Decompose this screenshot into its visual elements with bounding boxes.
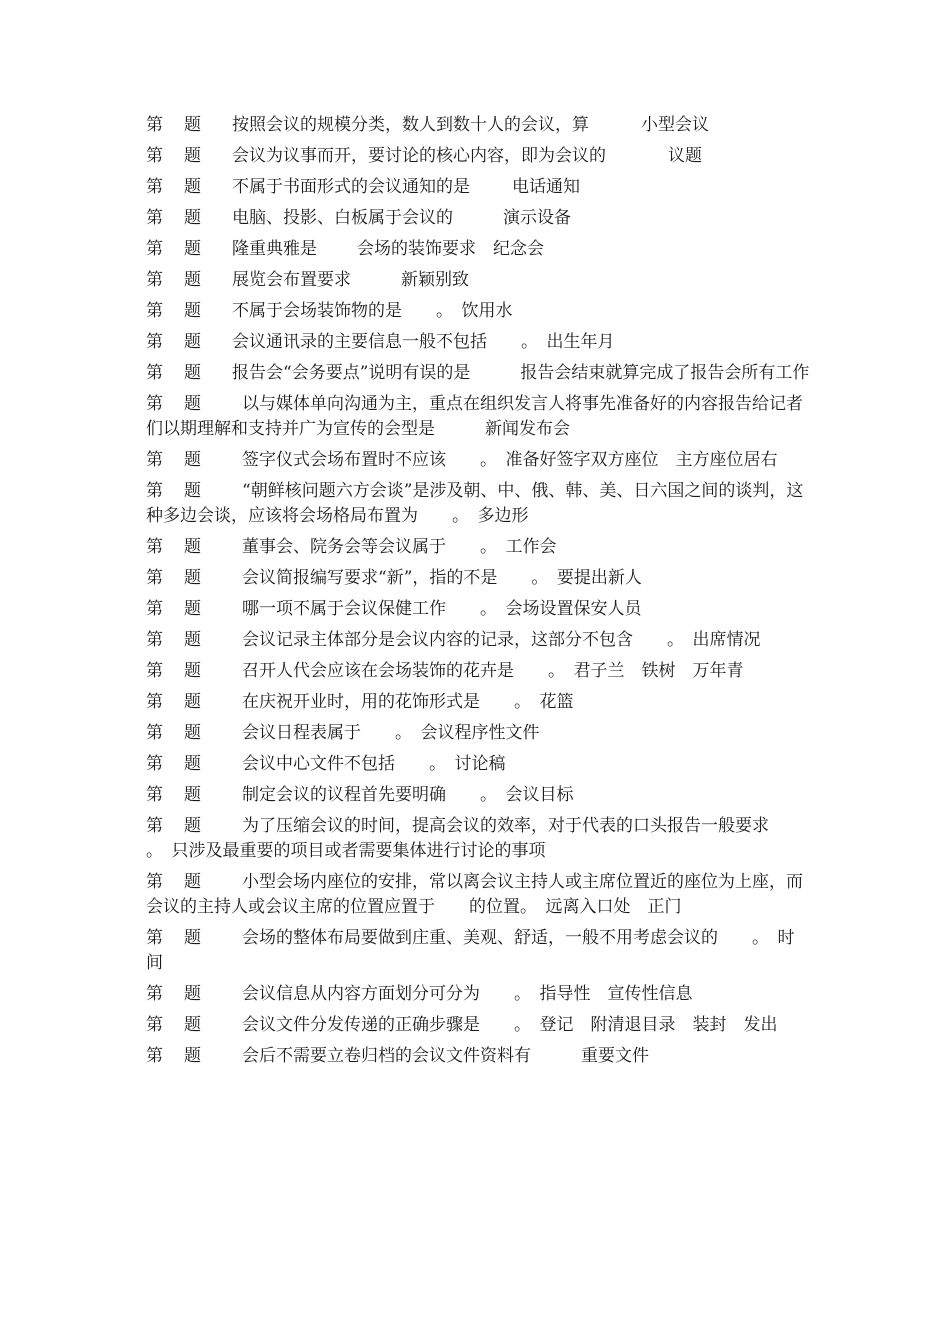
label-ti: 题 — [184, 630, 201, 650]
label-ti: 题 — [184, 146, 201, 166]
question-text: 不属于书面形式的会议通知的是 — [232, 177, 470, 197]
answer-text: 。 登记 附清退目录 装封 发出 — [480, 1015, 778, 1035]
label-di: 第 — [146, 394, 163, 414]
question-item — [146, 113, 810, 138]
label-di: 第 — [146, 630, 163, 650]
question-item — [146, 721, 810, 746]
question-text: 以与媒体单向沟通为主，重点在组织发言人将事先准备好的内容报告给记者们以期理解和支持并广为宣传的会型是 — [146, 394, 803, 439]
answer-text: 。 指导性 宣传性信息 — [480, 984, 693, 1004]
question-item — [146, 535, 810, 560]
label-di: 第 — [146, 661, 163, 681]
question-item — [146, 1013, 810, 1038]
label-di: 第 — [146, 984, 163, 1004]
label-ti: 题 — [184, 537, 201, 557]
label-di: 第 — [146, 754, 163, 774]
question-text: 会议为议事而开，要讨论的核心内容，即为会议的 — [232, 146, 606, 166]
answer-text: 。 会议目标 — [446, 785, 574, 805]
question-text: 签字仪式会场布置时不应该 — [242, 450, 446, 470]
label-di: 第 — [146, 115, 163, 135]
label-ti: 题 — [184, 723, 201, 743]
label-di: 第 — [146, 177, 163, 197]
answer-text: 。 花篮 — [480, 692, 574, 712]
question-item — [146, 628, 810, 653]
answer-text: 新闻发布会 — [485, 419, 570, 439]
label-di: 第 — [146, 208, 163, 228]
answer-text: 。 饮用水 — [402, 301, 513, 321]
question-item — [146, 566, 810, 591]
question-item — [146, 982, 810, 1007]
question-text: 会议记录主体部分是会议内容的记录，这部分不包含 — [242, 630, 633, 650]
question-item — [146, 330, 810, 355]
question-text: 会议通讯录的主要信息一般不包括 — [232, 332, 487, 352]
label-di: 第 — [146, 270, 163, 290]
question-item — [146, 361, 810, 386]
question-item — [146, 392, 810, 442]
question-item — [146, 299, 810, 324]
label-di: 第 — [146, 816, 163, 836]
question-text: 会后不需要立卷归档的会议文件资料有 — [242, 1046, 531, 1066]
label-ti: 题 — [184, 301, 201, 321]
answer-text: 。 讨论稿 — [395, 754, 506, 774]
label-di: 第 — [146, 450, 163, 470]
label-ti: 题 — [184, 394, 201, 414]
question-text: 按照会议的规模分类，数人到数十人的会议，算 — [232, 115, 589, 135]
label-di: 第 — [146, 1046, 163, 1066]
question-item — [146, 479, 810, 529]
answer-text: 新颖别致 — [401, 270, 469, 290]
answer-text: 电话通知 — [512, 177, 580, 197]
question-text: 哪一项不属于会议保健工作 — [242, 599, 446, 619]
question-item — [146, 597, 810, 622]
question-item — [146, 783, 810, 808]
label-ti: 题 — [184, 208, 201, 228]
answer-text: 。 工作会 — [446, 537, 557, 557]
label-ti: 题 — [184, 1015, 201, 1035]
label-ti: 题 — [184, 270, 201, 290]
label-ti: 题 — [184, 599, 201, 619]
document-page — [146, 113, 810, 1075]
label-ti: 题 — [184, 568, 201, 588]
question-item — [146, 206, 810, 231]
label-di: 第 — [146, 785, 163, 805]
label-ti: 题 — [184, 692, 201, 712]
label-di: 第 — [146, 928, 163, 948]
label-ti: 题 — [184, 332, 201, 352]
question-item — [146, 237, 810, 262]
answer-text: 。 只涉及最重要的项目或者需要集体进行讨论的事项 — [146, 816, 803, 861]
question-item — [146, 1044, 810, 1069]
question-text: 召开人代会应该在会场装饰的花卉是 — [242, 661, 514, 681]
label-ti: 题 — [184, 1046, 201, 1066]
label-di: 第 — [146, 692, 163, 712]
answer-text: 演示设备 — [503, 208, 571, 228]
question-text: 电脑、投影、白板属于会议的 — [232, 208, 453, 228]
answer-text: 报告会结束就算完成了报告会所有工作 — [520, 363, 810, 383]
answer-text: 。 会场设置保安人员 — [446, 599, 642, 619]
label-di: 第 — [146, 146, 163, 166]
question-text: 会议日程表属于 — [242, 723, 361, 743]
question-text: 为了压缩会议的时间，提高会议的效率，对于代表的口头报告一般要求 — [242, 816, 769, 836]
question-item — [146, 144, 810, 169]
question-item — [146, 870, 810, 920]
label-ti: 题 — [184, 872, 201, 892]
label-di: 第 — [146, 301, 163, 321]
label-di: 第 — [146, 332, 163, 352]
label-ti: 题 — [184, 363, 201, 383]
answer-text: 会场的装饰要求 纪念会 — [357, 239, 544, 259]
question-item — [146, 690, 810, 715]
question-text: 会议中心文件不包括 — [242, 754, 395, 774]
label-ti: 题 — [184, 785, 201, 805]
answer-text: 。 时间 — [146, 928, 795, 973]
label-di: 第 — [146, 872, 163, 892]
label-ti: 题 — [184, 115, 201, 135]
answer-text: 。 准备好签字双方座位 主方座位居右 — [446, 450, 778, 470]
question-text: 会议文件分发传递的正确步骤是 — [242, 1015, 480, 1035]
label-di: 第 — [146, 599, 163, 619]
label-ti: 题 — [184, 928, 201, 948]
question-item — [146, 448, 810, 473]
label-di: 第 — [146, 568, 163, 588]
answer-text: 重要文件 — [581, 1046, 649, 1066]
answer-text: 的位置。 远离入口处 正门 — [435, 897, 682, 917]
question-text: 制定会议的议程首先要明确 — [242, 785, 446, 805]
question-text: 会议简报编写要求“新”，指的不是 — [242, 568, 498, 588]
label-ti: 题 — [184, 450, 201, 470]
answer-text: 。 出席情况 — [633, 630, 761, 650]
question-text: 不属于会场装饰物的是 — [232, 301, 402, 321]
label-di: 第 — [146, 723, 163, 743]
label-di: 第 — [146, 537, 163, 557]
answer-text: 。 多边形 — [418, 506, 529, 526]
question-text: 展览会布置要求 — [232, 270, 351, 290]
answer-text: 。 出生年月 — [487, 332, 615, 352]
question-text: “朝鲜核问题六方会谈”是涉及朝、中、俄、韩、美、日六国之间的谈判，这种多边会谈，应该将会场格局布置为 — [146, 481, 804, 526]
label-ti: 题 — [184, 754, 201, 774]
label-di: 第 — [146, 239, 163, 259]
label-ti: 题 — [184, 984, 201, 1004]
label-di: 第 — [146, 363, 163, 383]
label-ti: 题 — [184, 239, 201, 259]
answer-text: 小型会议 — [641, 115, 709, 135]
label-ti: 题 — [184, 816, 201, 836]
question-text: 隆重典雅是 — [232, 239, 317, 259]
question-item — [146, 659, 810, 684]
answer-text: 。 要提出新人 — [497, 568, 642, 588]
answer-text: 。 会议程序性文件 — [361, 723, 540, 743]
label-ti: 题 — [184, 481, 201, 501]
question-item — [146, 752, 810, 777]
question-text: 报告会“会务要点”说明有误的是 — [232, 363, 471, 383]
question-text: 在庆祝开业时，用的花饰形式是 — [242, 692, 480, 712]
question-item — [146, 175, 810, 200]
answer-text: 。 君子兰 铁树 万年青 — [514, 661, 744, 681]
question-text: 会议信息从内容方面划分可分为 — [242, 984, 480, 1004]
question-text: 会场的整体布局要做到庄重、美观、舒适，一般不用考虑会议的 — [242, 928, 718, 948]
label-ti: 题 — [184, 177, 201, 197]
question-item — [146, 926, 810, 976]
question-item — [146, 268, 810, 293]
label-di: 第 — [146, 1015, 163, 1035]
question-text: 董事会、院务会等会议属于 — [242, 537, 446, 557]
label-ti: 题 — [184, 661, 201, 681]
question-text: 小型会场内座位的安排，常以离会议主持人或主席位置近的座位为上座，而会议的主持人或会议主席的位置应置于 — [146, 872, 803, 917]
question-item — [146, 814, 810, 864]
answer-text: 议题 — [668, 146, 702, 166]
label-di: 第 — [146, 481, 163, 501]
